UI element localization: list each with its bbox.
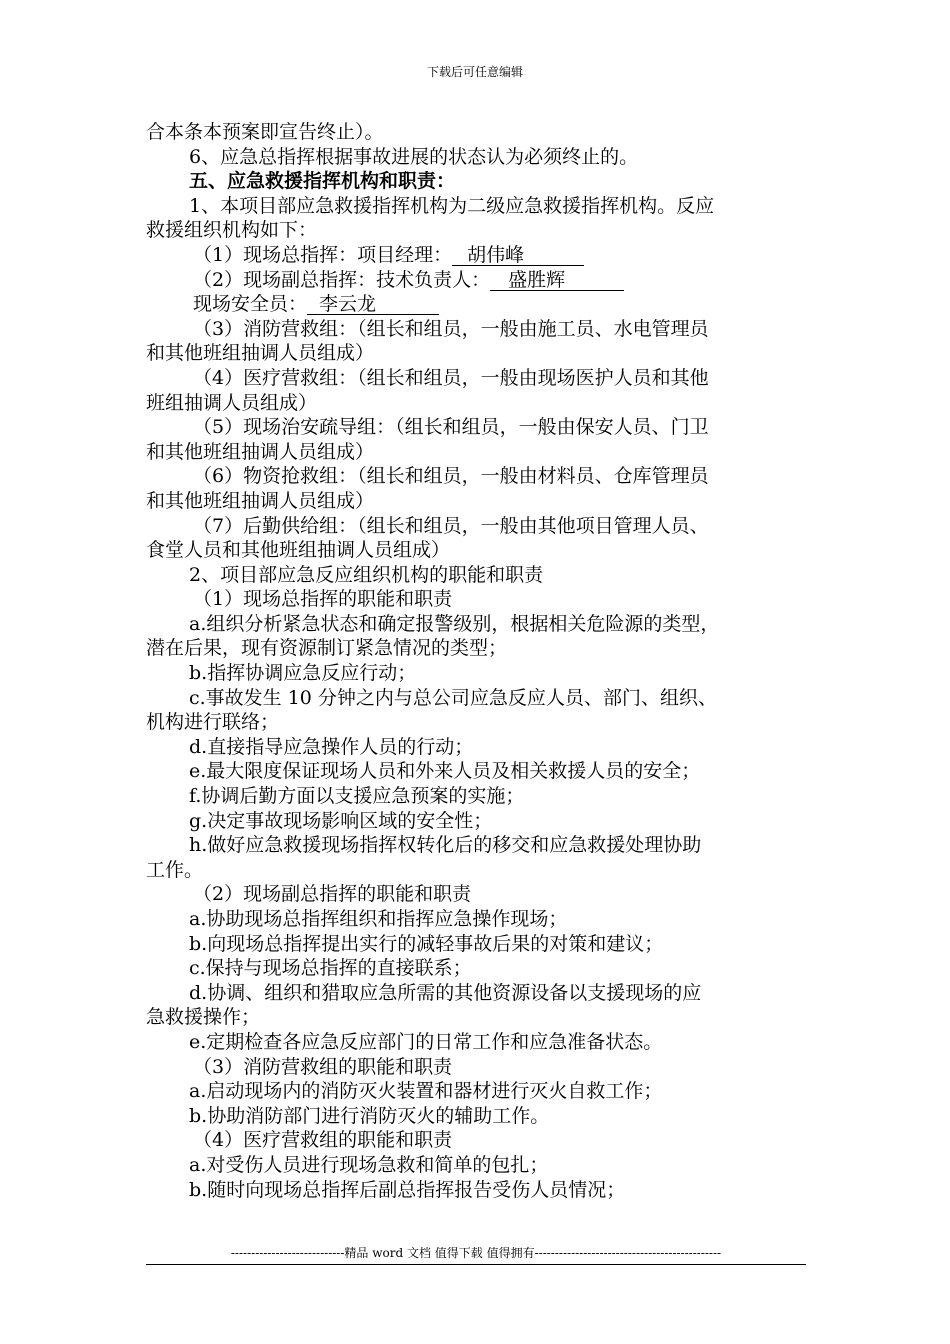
filled-name-field: 李云龙 [307,295,439,315]
paragraph-line: （6）物资抢救组：（组长和组员，一般由材料员、仓库管理员 [193,465,709,488]
paragraph-line: 6、应急总指挥根据事故进展的状态认为必须终止的。 [189,145,639,168]
paragraph-line: （3）消防营救组：（组长和组员，一般由施工员、水电管理员 [193,317,709,340]
paragraph-line: 工作。 [146,858,204,881]
paragraph-line: g.决定事故现场影响区域的安全性； [189,809,493,832]
paragraph-line: 和其他班组抽调人员组成） [146,440,375,463]
paragraph-line [146,243,806,268]
paragraph-line: d.直接指导应急操作人员的行动； [189,735,474,758]
paragraph-line: （4）医疗营救组：（组长和组员，一般由现场医护人员和其他 [193,366,709,389]
paragraph-line: （5）现场治安疏导组：（组长和组员，一般由保安人员、门卫 [193,416,709,439]
field-label: 现场安全员： [193,293,308,316]
section-heading: 五、应急救援指挥机构和职责： [189,170,456,193]
paragraph-line: （4）医疗营救组的职能和职责 [193,1129,453,1152]
paragraph-line: b.向现场总指挥提出实行的减轻事故后果的对策和建议； [189,932,664,955]
page-footer: ----------------------------精品 word 文档 值得下载 值得拥有---------------------------------------------- [230,1246,722,1260]
footer-rule [146,1264,806,1265]
paragraph-line: 合本条本预案即宣告终止）。 [146,121,384,143]
paragraph-line: 急救援操作； [146,1006,261,1029]
paragraph-line: 机构进行联络； [146,711,280,734]
field-label: （1）现场总指挥：项目经理： [193,243,453,266]
paragraph-line: b.协助消防部门进行消防灭火的辅助工作。 [189,1104,550,1127]
paragraph-line: c.事故发生 10 分钟之内与总公司应急反应人员、部门、组织、 [189,686,717,709]
paragraph-line: c.保持与现场总指挥的直接联系； [189,957,472,980]
paragraph-line: （7）后勤供给组：（组长和组员，一般由其他项目管理人员、 [193,514,709,537]
paragraph-line: 和其他班组抽调人员组成） [146,489,375,512]
paragraph-line: （3）消防营救组的职能和职责 [193,1055,453,1078]
paragraph-line: 2、项目部应急反应组织机构的职能和职责 [189,563,544,586]
paragraph-line: h.做好应急救援现场指挥权转化后的移交和应急救援处理协助 [189,834,702,857]
paragraph-line: a.对受伤人员进行现场急救和简单的包扎； [189,1153,549,1176]
paragraph-line: b.随时向现场总指挥后副总指挥报告受伤人员情况； [189,1178,626,1201]
paragraph-line: 潜在后果，现有资源制订紧急情况的类型； [146,637,508,660]
paragraph-line: e.最大限度保证现场人员和外来人员及相关救援人员的安全； [189,760,701,783]
paragraph-line: （2）现场副总指挥的职能和职责 [193,883,472,906]
paragraph-line: a.协助现场总指挥组织和指挥应急操作现场； [189,908,568,930]
paragraph-line: 班组抽调人员组成） [146,391,318,414]
paragraph-line: b.指挥协调应急反应行动； [189,662,417,685]
paragraph-line [146,268,806,293]
filled-name-field: 胡伟峰 [452,246,584,266]
paragraph-line: f.协调后勤方面以支援应急预案的实施； [189,785,525,808]
paragraph-line: 救援组织机构如下： [146,219,318,242]
filled-name-field: 盛胜辉 [490,271,624,291]
paragraph-line: （1）现场总指挥的职能和职责 [193,588,453,611]
page-header: 下载后可任意编辑 [426,65,523,79]
paragraph-line: 食堂人员和其他班组抽调人员组成） [146,539,451,562]
field-label: （2）现场副总指挥：技术负责人： [193,268,491,291]
paragraph-line: a.启动现场内的消防灭火装置和器材进行灭火自救工作； [189,1080,663,1103]
paragraph-line: d.协调、组织和猎取应急所需的其他资源设备以支援现场的应 [189,981,702,1004]
paragraph-line: 1、本项目部应急救援指挥机构为二级应急救援指挥机构。反应 [189,194,715,217]
paragraph-line [146,292,806,317]
paragraph-line: 和其他班组抽调人员组成） [146,342,375,365]
document-body [146,120,806,1202]
paragraph-line: e.定期检查各应急反应部门的日常工作和应急准备状态。 [189,1030,663,1053]
paragraph-line: a.组织分析紧急状态和确定报警级别，根据相关危险源的类型， [189,612,720,635]
